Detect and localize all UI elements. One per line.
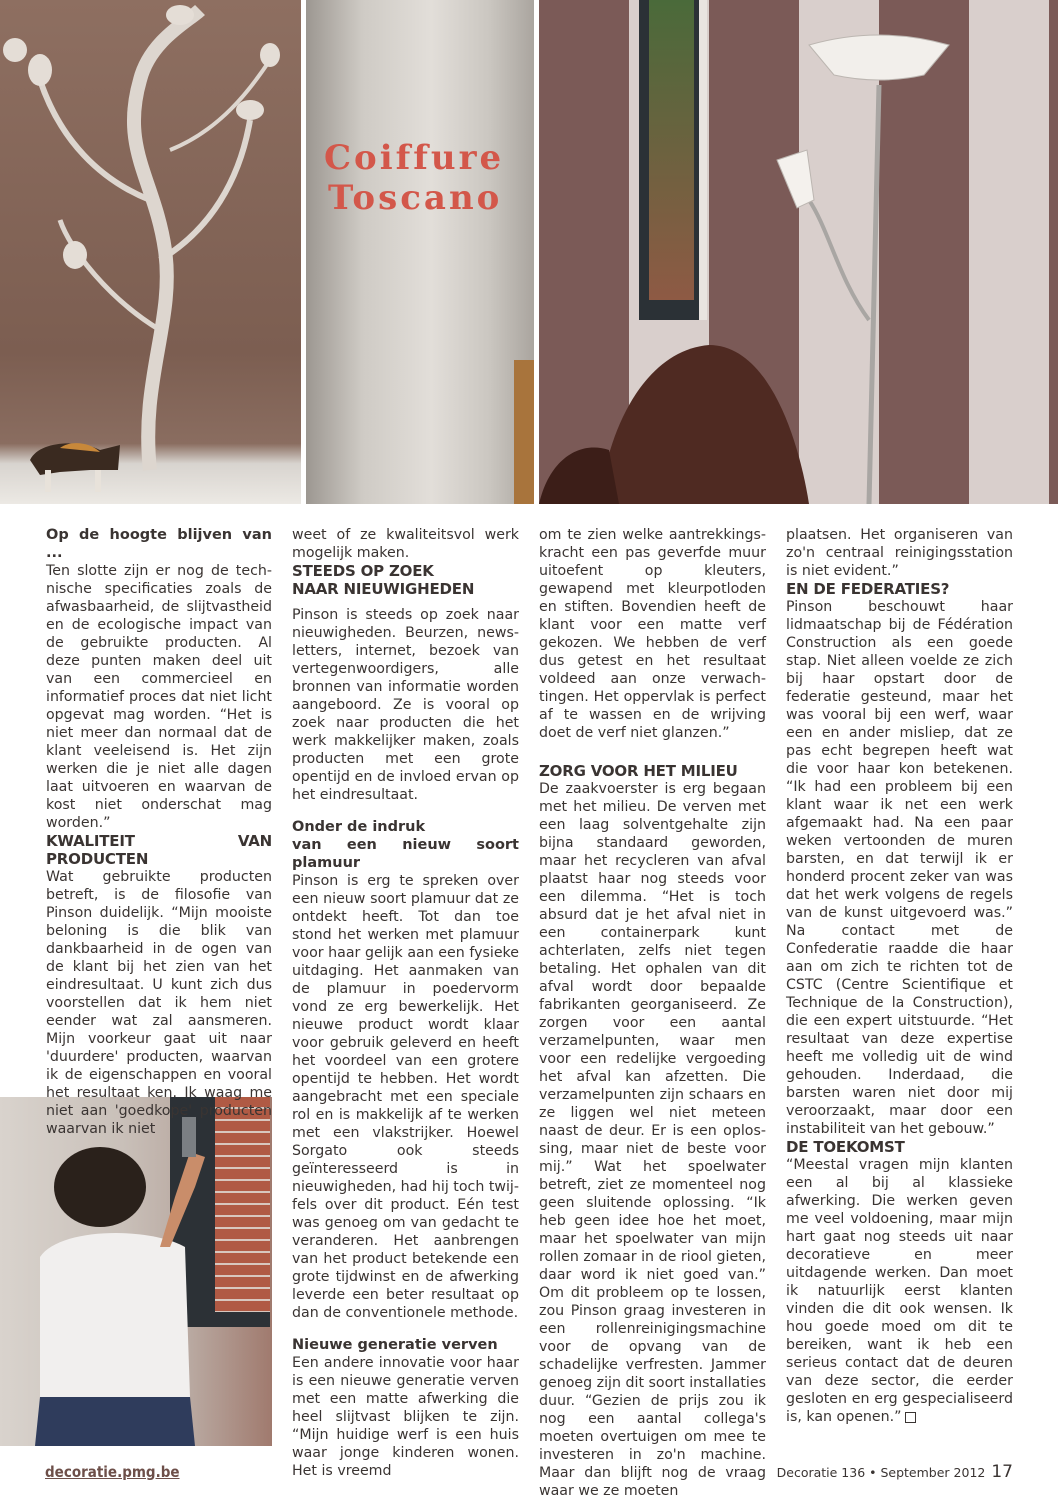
section-heading-future: DE TOEKOMST: [786, 1138, 905, 1156]
paragraph: Wat gebruikte producten betreft, is de filosofie van Pinson duidelijk. “Mijn mooiste beloning is die blik van dankbaarheid in de ogen van de klant bij het zien van het eindresultaat. U kunt zich dus voorstellen dat ik hem niet eender wat zal aansmeren. Mijn voorkeur gaat uit naar 'duurdere' producten, waarvan ik de eigenschappen en vooral het resultaat ken. Ik waag me niet aan 'goedkope' producten waarvan ik niet: [46, 869, 272, 1137]
paragraph: weet of ze kwaliteitsvol werk mogelijk maken.: [292, 527, 519, 561]
heading-line: STEEDS OP ZOEK: [292, 562, 434, 580]
column-2: [292, 526, 519, 1480]
paragraph: De zaakvoerster is erg begaan met het milieu. De verven met een laag solventgehalte zijn bijna standaard geworden, maar het recycleren van afval plaatst haar nog steeds voor een dilemma. “Het is toch absurd dat je het afval niet in een containerpark kunt achterlaten, zelfs niet tegen betaling. Het ophalen van dit afval wordt door bepaalde fabrikanten georganiseerd. Ze zorgen voor een aantal verzamelpunten, waar men voor een redelijke vergoeding het afval kan afzetten. Die verzamelpunten zijn schaars en ze liggen wel niet meteen naast de deur. Er is een oplossing, maar niet de beste voor mij.” Wat het spoelwater betreft, ziet ze momenteel nog geen sluitende oplossing. “Ik heb geen idee hoe het moet, maar het spoelwater van mijn rollen zomaar in de riool gieten, daar word ik niet goed van.” Om dit probleem op te lossen, zou Pinson graag investeren in een rollenreinigingsmachine voor de opvang van de schadelijke verfresten. Jammer genoeg zijn dit soort installaties duur. “Gezien de prijs zou ik nog een aantal collega's moeten overtuigen om mee te investeren in zo'n machine. Maar dan blijft nog de vraag waar we ze moeten: [539, 781, 766, 1499]
wooden-counter: [514, 360, 534, 504]
heading-line: Onder de indruk: [292, 819, 426, 835]
tree-mural-icon: [0, 0, 301, 504]
paragraph: Een andere innovatie voor haar is een nieuwe generatie verven met een matte afwerking die heel slijtvast blijken te zijn. “Mijn huidige werf is een huis waar jonge kinderen wonen. Het is vreemd: [292, 1355, 519, 1479]
end-mark-icon: [905, 1412, 916, 1423]
heading-line: van een nieuw soort plamuur: [292, 837, 519, 871]
subheading-new-paints: Nieuwe generatie verven: [292, 1337, 498, 1353]
paragraph: Pinson is erg te spreken over een nieuw soort plamuur dat ze ontdekt heeft. Tot dan toe stond het werken met plamuur voor haar gelijk aan een fysieke uitdaging. Het aanmaken van de plamuur in poedervorm vond ze erg bewerkelijk. Het nieuwe product wordt klaar voor gebruik geleverd en heeft het voordeel van een grotere opentijd te hebben. Het wordt aangebracht met een speciale rol en is makkelijk af te werken met een vlakstrijker. Hoewel Sorgato ook steeds geïnteresseerd is in nieuwigheden, had hij toch twijfels over dit product. Eén test was genoeg om van gedacht te veranderen. Het aanbrengen van het product betekende een grote tijdwinst en de afwerking leverde een beter resultaat op dan de conventionele methode.: [292, 873, 519, 1321]
paragraph: Pinson is steeds op zoek naar nieuwigheden. Beurzen, newsletters, internet, bezoek van vertegenwoordigers, alle bronnen van informatie worden aangeboord. Ze is vooral op zoek naar producten die het werk makkelijker maken, zoals producten met een grote opentijd en de invloed ervan op het eindresultaat.: [292, 607, 519, 803]
paragraph: om te zien welke aantrekkingskracht een pas geverfde muur uitoefent op kleuters, gewapend met kleurpotloden en stiften. Bovendien heeft de klant voor een matte verf gekozen. We hebben de verf dus getest en het resultaat voldeed aan onze verwachtingen. Het oppervlak is perfect af te wassen en de wrijving doet de verf niet glanzen.”: [539, 527, 766, 741]
paragraph: Ten slotte zijn er nog de technische specificaties zoals de afwasbaarheid, de slijtvastheid en de ecologische impact van de gebruikte producten. Al deze punten maken deel uit van een commercieel en informatief proces dat niet licht opgevat mag worden. “Het is niet meer dan normaal dat de klant veeleisend is. Het zijn werken die je niet alle dagen laat uitvoeren en waarvan de kost niet onderschat mag worden.”: [46, 563, 272, 831]
photo-tree-wall: [0, 0, 301, 504]
paragraph: [786, 1156, 1013, 1426]
section-heading-innovations: [292, 562, 519, 598]
section-heading-federations: EN DE FEDERATIES?: [786, 580, 950, 598]
heading-line: NAAR NIEUWIGHEDEN: [292, 580, 475, 598]
subheading-plamuur: [292, 818, 519, 872]
subheading-stay-informed: Op de hoogte blijven van ...: [46, 527, 272, 561]
paragraph: plaatsen. Het organiseren van zo'n centraal reinigingsstation is niet evident.”: [786, 527, 1013, 579]
photo-striped-wall: [539, 0, 1058, 504]
column-4: [786, 526, 1013, 1426]
coiffure-line2: Toscano: [328, 178, 503, 218]
footer-issue: [777, 1462, 1013, 1482]
issue-text: Decoratie 136 • September 2012: [776, 1465, 986, 1480]
painter-figure-icon: [0, 1097, 272, 1446]
paragraph: Pinson beschouwt haar lidmaatschap bij de Fédération Construction als een goede stap. Niet alleen voelde ze zich bij haar opstart door de federatie gesteund, maar het was vooral bij een werf, waar een en ander misliep, dat ze pas echt begrepen heeft wat die voor haar kon betekenen. “Ik had een probleem bij een klant waar ik net een werk afgemaakt had. Na een paar weken vertoonden de muren barsten, en dat terwijl ik er honderd procent zeker van was dat het werk volgens de regels van de kunst uitgevoerd was.” Na contact met de Confederatie raadde die haar aan om zich te richten tot de CSTC (Centre Scientifique et Technique de la Construction), die een expert uitstuurde. “Het resultaat van deze expertise heeft me volledig uit de wind gehouden. Inderdaad, die barsten waren niet door mij veroorzaakt, maar door een instabiliteit van het gebouw.”: [786, 599, 1013, 1137]
column-1: [46, 526, 272, 1138]
footer-url-link[interactable]: decoratie.pmg.be: [45, 1463, 180, 1481]
coiffure-line1: Coiffure: [324, 138, 505, 178]
photo-coiffure-sign: [306, 0, 534, 504]
page-number: 17: [991, 1462, 1013, 1482]
section-heading-environment: ZORG VOOR HET MILIEU: [539, 762, 738, 780]
floor-lamp-icon: [539, 0, 1058, 504]
column-3: [539, 526, 766, 1500]
photo-painter: [0, 1097, 272, 1446]
section-heading-quality: KWALITEIT VAN PRODUCTEN: [46, 832, 272, 868]
paragraph-text: “Meestal vragen mijn klanten een al bij al klassieke afwerking. Die werken geven me veel voldoening, maar mijn hart gaat nog steeds uit naar decoratieve en meer uitdagende werken. Dan moet ik natuurlijk eerst klanten vinden die dit ook wensen. Ik hou goede moed om dit te bereiken, want ik heb een serieus contact dat de deuren van deze sector, die eerder gesloten en erg gespecialiseerd is, kan openen.”: [786, 1157, 1013, 1425]
